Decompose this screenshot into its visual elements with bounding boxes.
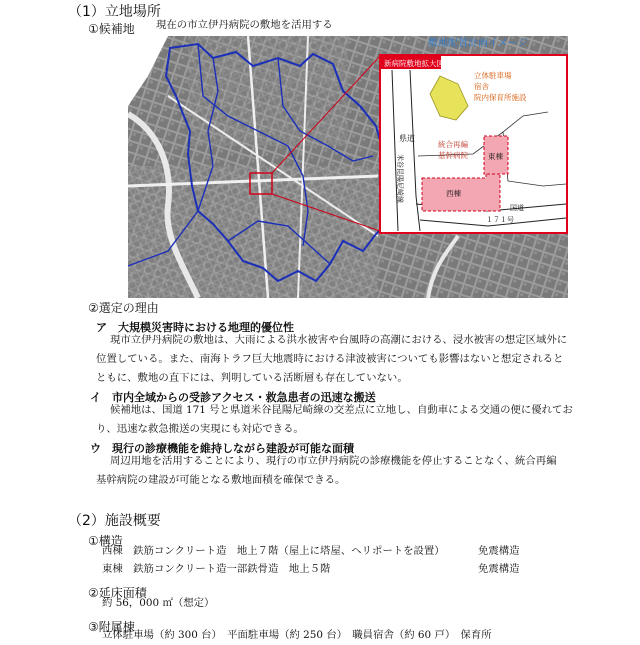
east-building-spec: 東棟 鉄筋コンクリート造一部鉄骨造 地上５階 (102, 563, 331, 575)
reason-a-line-1: 現市立伊丹病院の敷地は、大雨による洪水被害や台風時の高潮における、浸水被害の想定区域外に (110, 334, 568, 346)
reason-i-heading: イ 市内全域からの受診アクセス・救急患者の迅速な搬送 (90, 391, 376, 404)
hospital-label-1: 統合再編 (438, 140, 468, 149)
national-road-number: １７１号 (486, 216, 514, 224)
candidate-text: 現在の市立伊丹病院の敷地を活用する (156, 19, 333, 31)
candidate-heading: ①候補地 (88, 22, 135, 36)
annex-text: 立体駐車場（約 300 台） 平面駐車場（約 250 台） 職員宿舎（約 60 戸） 保育所 (102, 629, 492, 641)
parking-label-2: 宿舎 (474, 82, 489, 91)
reason-u-line-2: 基幹病院の建設が可能となる敷地面積を確保できる。 (96, 474, 346, 486)
reason-u-line-1: 周辺用地を活用することにより、現行の市立伊丹病院の診療機能を停止することなく、統合再編 (110, 455, 557, 467)
west-building-type: 免震構造 (478, 545, 520, 557)
inset-label: 新病院敷地拡大図 (384, 59, 444, 68)
floor-area-text: 約 56，000 ㎡（想定） (102, 597, 215, 609)
reason-a-line-3: ともに、敷地の直下には、判明している活断層も存在していない。 (96, 372, 408, 384)
reason-a-line-2: 位置している。また、南海トラフ巨大地震時における津波被害についても影響はないと想定されると (96, 353, 564, 365)
parking-label-3: 院内保育所施設 (474, 93, 527, 102)
inset-title: 敷地配置計画イメージ (428, 38, 528, 49)
national-road-label: 国道 (510, 204, 524, 212)
selection-heading: ②選定の理由 (88, 301, 159, 315)
west-building-label: 西棟 (446, 189, 461, 198)
east-building-label: 東棟 (488, 152, 503, 161)
reason-a-heading: ア 大規模災害時における地理的優位性 (96, 321, 294, 334)
site-map-figure (128, 36, 568, 298)
west-building-spec: 西棟 鉄筋コンクリート造 地上７階（屋上に塔屋、ヘリポートを設置） (102, 545, 445, 557)
annex-heading: ③附属棟 (88, 620, 135, 634)
section1-heading: （1）立地場所 (68, 4, 161, 20)
prefectural-road-label: 県道 (399, 134, 415, 143)
reason-u-heading: ウ 現行の診療機能を維持しながら建設が可能な面積 (90, 442, 354, 455)
site-map-svg (128, 36, 568, 298)
road-name-label: 米谷昆陽尼崎線 (396, 154, 404, 203)
east-building-type: 免震構造 (478, 563, 520, 575)
reason-i-line-2: り、迅速な救急搬送の実現にも対応できる。 (96, 423, 304, 435)
structure-heading: ①構造 (88, 534, 123, 548)
parking-label-1: 立体駐車場 (474, 71, 512, 80)
section2-heading: （2）施設概要 (68, 513, 161, 529)
reason-i-line-1: 候補地は、国道 171 号と県道米谷昆陽尼崎線の交差点に立地し、自動車による交通の便に優れてお (110, 404, 573, 416)
inset-map (380, 55, 567, 233)
floor-area-heading: ②延床面積 (88, 586, 147, 600)
hospital-label-2: 基幹病院 (438, 151, 468, 160)
